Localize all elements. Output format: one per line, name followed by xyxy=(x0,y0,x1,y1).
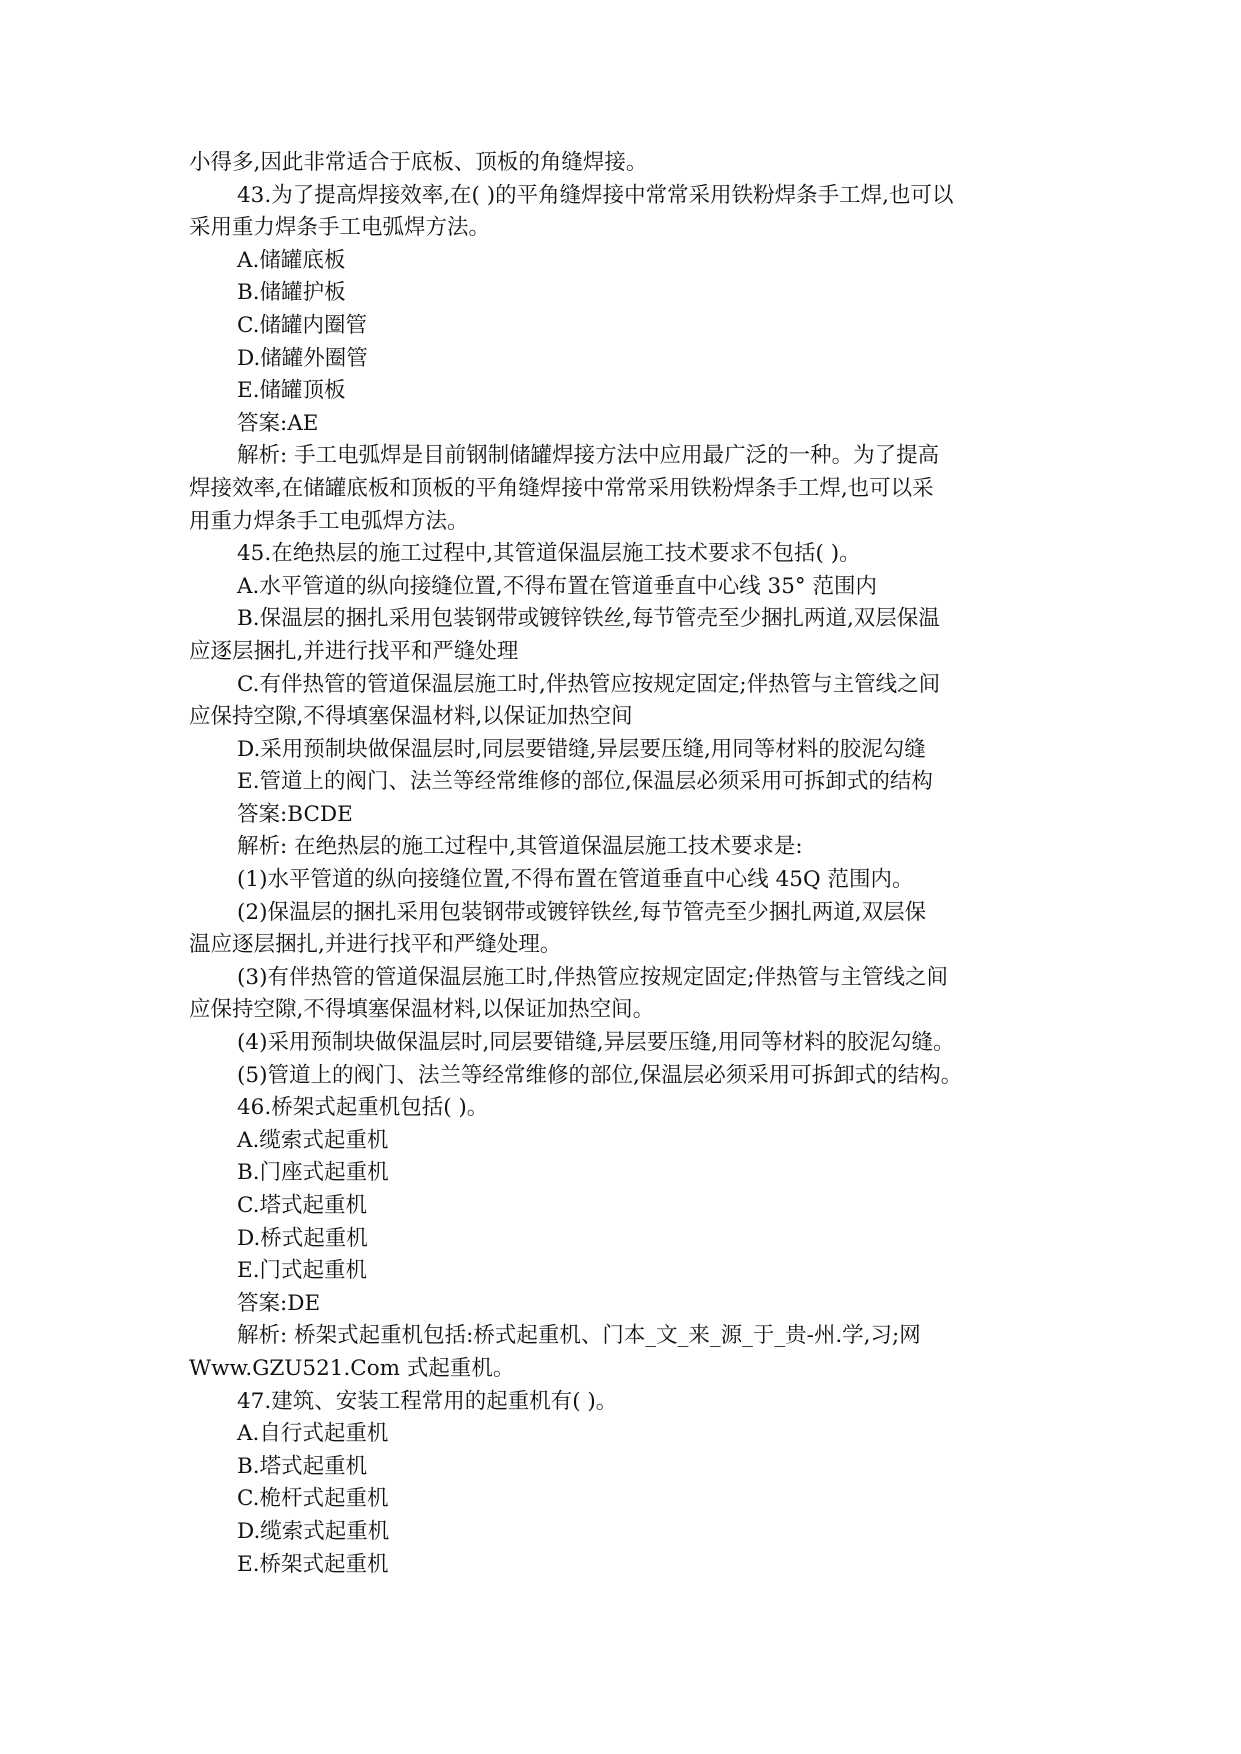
text-line: B.储罐护板 xyxy=(237,280,346,306)
text-line: B.保温层的捆扎采用包装钢带或镀锌铁丝,每节管壳至少捆扎两道,双层保温 xyxy=(237,606,940,632)
text-line: (3)有伴热管的管道保温层施工时,伴热管应按规定固定;伴热管与主管线之间 xyxy=(237,964,949,990)
text-line: D.储罐外圈管 xyxy=(237,345,368,371)
text-line: A.水平管道的纵向接缝位置,不得布置在管道垂直中心线 35° 范围内 xyxy=(237,573,877,599)
text-line: 45.在绝热层的施工过程中,其管道保温层施工技术要求不包括( )。 xyxy=(237,541,861,567)
text-line: A.自行式起重机 xyxy=(237,1421,389,1447)
text-line: E.门式起重机 xyxy=(237,1258,368,1284)
text-line: 应逐层捆扎,并进行找平和严缝处理 xyxy=(189,638,519,664)
text-line: (2)保温层的捆扎采用包装钢带或镀锌铁丝,每节管壳至少捆扎两道,双层保 xyxy=(237,899,927,925)
text-line: E.管道上的阀门、法兰等经常维修的部位,保温层必须采用可拆卸式的结构 xyxy=(237,769,933,795)
text-line: 答案:DE xyxy=(237,1290,321,1316)
text-line: 解析: 在绝热层的施工过程中,其管道保温层施工技术要求是: xyxy=(237,834,803,860)
text-line: C.塔式起重机 xyxy=(237,1193,368,1218)
text-line: 温应逐层捆扎,并进行找平和严缝处理。 xyxy=(189,932,562,958)
text-line: 用重力焊条手工电弧焊方法。 xyxy=(189,508,469,534)
text-line: C.储罐内圈管 xyxy=(237,312,368,338)
text-line: D.桥式起重机 xyxy=(237,1225,368,1251)
text-line: 采用重力焊条手工电弧焊方法。 xyxy=(189,215,491,241)
text-line: 焊接效率,在储罐底板和顶板的平角缝焊接中常常采用铁粉焊条手工焊,也可以采 xyxy=(189,475,934,501)
text-line: Www.GZU521.Com 式起重机。 xyxy=(189,1355,515,1381)
text-line: 解析: 手工电弧焊是目前钢制储罐焊接方法中应用最广泛的一种。为了提高 xyxy=(237,443,940,469)
text-line: D.采用预制块做保温层时,同层要错缝,异层要压缝,用同等材料的胶泥勾缝 xyxy=(237,736,926,762)
text-line: 答案:BCDE xyxy=(237,801,353,827)
text-line: B.门座式起重机 xyxy=(237,1160,389,1186)
text-line: A.储罐底板 xyxy=(237,247,346,273)
text-line: 小得多,因此非常适合于底板、顶板的角缝焊接。 xyxy=(189,150,648,175)
text-line: B.塔式起重机 xyxy=(237,1453,368,1479)
text-line: 43.为了提高焊接效率,在( )的平角缝焊接中常常采用铁粉焊条手工焊,也可以 xyxy=(237,182,954,208)
text-line: 答案:AE xyxy=(237,410,319,436)
text-line: 46.桥架式起重机包括( )。 xyxy=(237,1095,489,1121)
text-line: C.桅杆式起重机 xyxy=(237,1486,389,1512)
text-line: 应保持空隙,不得填塞保温材料,以保证加热空间 xyxy=(189,704,633,730)
text-line: (1)水平管道的纵向接缝位置,不得布置在管道垂直中心线 45Q 范围内。 xyxy=(237,867,914,893)
text-line: (5)管道上的阀门、法兰等经常维修的部位,保温层必须采用可拆卸式的结构。 xyxy=(237,1062,963,1088)
text-line: E.储罐顶板 xyxy=(237,378,346,404)
text-line: 解析: 桥架式起重机包括:桥式起重机、门本_文_来_源_于_贵-州.学,习;网 xyxy=(237,1323,921,1349)
text-line: A.缆索式起重机 xyxy=(237,1127,389,1153)
text-line: D.缆索式起重机 xyxy=(237,1518,390,1544)
text-line: 47.建筑、安装工程常用的起重机有( )。 xyxy=(237,1388,618,1414)
text-line: 应保持空隙,不得填塞保温材料,以保证加热空间。 xyxy=(189,997,655,1023)
text-line: (4)采用预制块做保温层时,同层要错缝,异层要压缝,用同等材料的胶泥勾缝。 xyxy=(237,1030,955,1056)
document-body xyxy=(189,147,1059,1581)
text-line: E.桥架式起重机 xyxy=(237,1551,389,1577)
text-line: C.有伴热管的管道保温层施工时,伴热管应按规定固定;伴热管与主管线之间 xyxy=(237,671,941,697)
